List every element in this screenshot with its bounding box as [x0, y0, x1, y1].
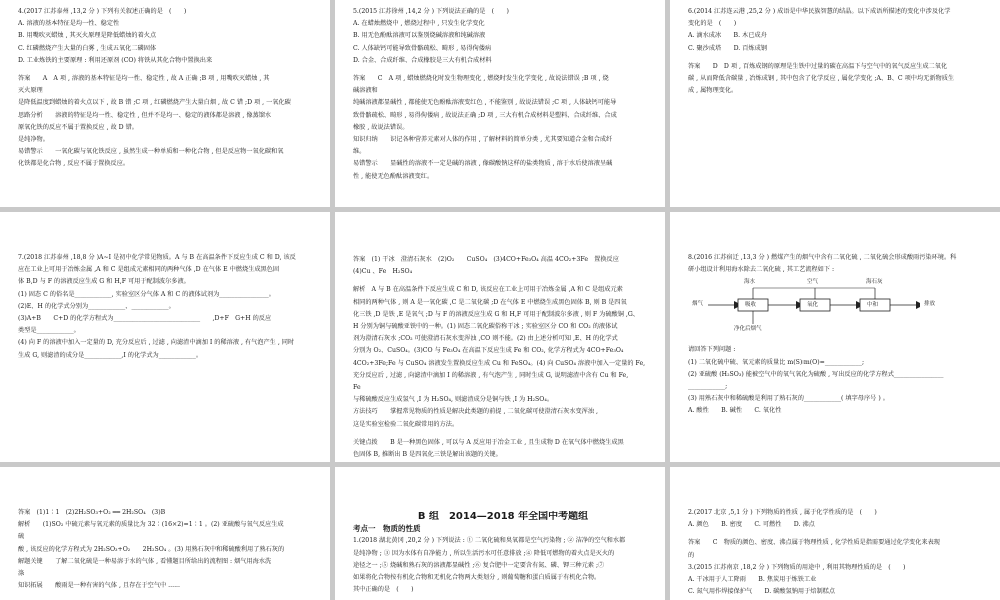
text-line: 途径之一 ;⑤ 烧碱和熟石灰的溶液都显碱性 ;⑥ 复合肥中一定要含有氮、磷、钾三种元素 ;⑦: [353, 561, 605, 569]
text-line: 酸 , 该反应的化学方程式为 2H₂SO₃+O₂ 2H₂SO₄ 。(3) 用熟石灰中和稀硫酸利用了熟石灰的: [18, 545, 285, 553]
text-line: 易错警示 显碱性的溶液不一定是碱的溶液 , 像碳酸钠这样的盐类物质 , 溶于水后使溶液呈碱: [353, 160, 613, 168]
text-line: 是纯净物 ; ③ 因为水体有自净能力 , 所以生活污水可任意排放 ;④ 降低可燃物的着火点是灭火的: [353, 549, 615, 557]
page-5-content: [353, 254, 653, 461]
label-air: 空气: [807, 279, 819, 286]
group-heading: B 组 2014—2018 年全国中考题组: [417, 511, 589, 522]
text-line: 涤: [18, 570, 25, 578]
page-8-content: [353, 511, 653, 596]
question-8-subquestions: [688, 344, 988, 417]
text-line: 方法技巧 掌握常见物质的性质是解决此类题的前提 , 二氧化碳可使澄清石灰水变浑浊 ,: [353, 408, 598, 416]
text-line: A. 溶液的基本特征是均一性、稳定性: [18, 20, 120, 28]
text-line: 解析 A 与 B 在高温条件下反应生成 C 和 D, 该反应在工业上可用于冶炼金属 ,A 和 C 是组成元素: [353, 286, 623, 294]
label-discharge: 排放: [924, 301, 936, 308]
text-line: 体 B,D 与 F 的溶液反应生成 G 和 H,F 可用于配制波尔多液。: [18, 278, 190, 286]
text-line: (3)A+B C+D 的化学方程式为____________________________ ,D+F G+H 的反应: [18, 315, 272, 323]
text-line: 维。: [353, 148, 366, 156]
text-line: (4) 向 F 的溶液中加入一定量的 D, 充分反应后 , 过滤 , 向滤渣中滴加 I 的稀溶液 , 有气泡产生 , 同时: [18, 339, 295, 347]
page-8-question: [353, 535, 653, 596]
text-line: D. 合金、合成纤维、合成橡胶是三大有机合成材料: [353, 56, 492, 64]
text-line: 答案 (1)1∶1 (2)2H₂SO₃+O₂ ══ 2H₂SO₄ (3)B: [18, 509, 166, 516]
text-line: 与稀硫酸反应生成氢气 ,I 为 H₂SO₄, 则滤渣成分是铜与铁 ,I 为 H₂SO₄。: [353, 396, 554, 404]
box-oxidize: 氧化: [807, 302, 819, 309]
text-line: 剂为澄清石灰水 ;CO₂ 可使澄清石灰水变浑浊 ,CO 则不能。(2) 由上述分析可知 ,E、H 的化学式: [353, 335, 618, 343]
text-line: 成 , 属物理变化。: [688, 87, 738, 95]
text-line: (2)E、H 的化学式分别为____________、____________。: [18, 302, 175, 310]
text-line: C. 人体缺钙可能导致骨骼疏松、畸形 , 易得佝偻病: [353, 44, 492, 52]
page-thumbnail-2[interactable]: [335, 0, 665, 207]
box-absorb: 吸收: [745, 302, 757, 309]
text-line: 请回答下列问题 :: [688, 346, 736, 354]
text-line: 色固体 B, 推断出 B 是四氧化三铁是解出该题的关键。: [353, 451, 502, 459]
text-line: C. 聚沙成塔 D. 百炼成钢: [688, 44, 767, 52]
text-line: C. 红磷燃烧产生大量的白雾 , 生成五氧化二磷固体: [18, 44, 157, 52]
text-line: A. 颜色 B. 密度 C. 可燃性 D. 沸点: [688, 521, 815, 529]
text-line: 答案 C 物质的颜色、密度、沸点属于物理性质 , 化学性质是指需要通过化学变化来表现: [688, 539, 940, 547]
text-line: 如果将化合物按有机化合物和无机化合物两大类划分 , 则葡萄糖和蛋白质属于有机化合物。: [353, 574, 601, 582]
label-lime: 海石灰: [866, 279, 883, 286]
page-thumbnail-6[interactable]: [670, 212, 1000, 462]
text-line: 应在工业上可用于冶炼金属 ,A 和 C 是组成元素相同的两种气体 ,D 在气体 E 中燃烧生成黑色固: [18, 266, 280, 274]
text-line: 分别为 O₂、CuSO₄。(3)CO 与 Fe₃O₄ 在高温下反应生成 Fe 和 CO₂, 化学方程式为 4CO+Fe₃O₄: [353, 347, 624, 355]
text-line: 灭火原理: [18, 87, 43, 95]
page-thumbnail-5[interactable]: [335, 212, 665, 462]
page-thumbnail-4[interactable]: [0, 212, 330, 462]
page-9-content: [688, 507, 988, 598]
text-line: D. 工业炼铁的主要原理 : 利用还原剂 (CO) 将铁从其化合物中置换出来: [18, 56, 213, 64]
question-8-stem: [688, 252, 988, 276]
text-line: 研小组设计利用海水除去二氧化硫 , 其工艺流程如下 :: [688, 266, 835, 274]
text-line: 橡胶 , 故说法错误。: [353, 123, 409, 131]
page-3-content: [688, 6, 988, 97]
text-line: 答案 D D 项 , 百炼成钢的原理是生铁中过量的碳在高温下与空气中的氧气反应生成二氧化: [688, 62, 948, 70]
text-line: 知识归纳 识记各种营养元素对人体的作用 , 了解材料的简单分类 , 尤其要知道合金和合成纤: [353, 136, 613, 144]
text-line: 是降低温度到蜡烛的着火点以下 , 故 B 错 ;C 项 , 红磷燃烧产生大量白烟 , 故 C 错 ;D 项 , 一氧化碳: [18, 99, 291, 107]
text-line: 1.(2018 湖北黄冈 ,20,2 分 ) 下列说法 : ① 二氧化硫和臭氧都是空气污染物 ; ② 洁净的空气和水都: [353, 537, 626, 545]
text-line: 解题关键 了解二氧化硫是一种易溶于水的气体 , 看懂题目所给出的流程图 : 烟气用海水洗: [18, 557, 272, 565]
label-clean-gas: 净化后烟气: [734, 326, 762, 333]
text-line: 思路分析 溶液的特征是均一性、稳定性 , 但并不是均一、稳定的液体都是溶液 , 像蒸馏水: [18, 111, 272, 119]
text-line: 性 , 能使无色酚酞溶液变红。: [353, 172, 434, 180]
text-line: 致骨骼疏松、畸形 , 易得佝偻病 , 故说法正确 ;D 项 , 三大有机合成材料是塑料、合成纤维、合成: [353, 111, 617, 119]
text-line: H 分别为铜与硫酸亚铁中的一种。(1) 固态二氧化碳俗称干冰 ; 实验室区分 CO 和 CO₂ 的液体试: [353, 323, 618, 331]
label-seawater: 海水: [744, 279, 756, 286]
box-neutralize: 中和: [867, 302, 879, 309]
page-thumbnail-3[interactable]: [670, 0, 1000, 207]
text-line: ____________;: [688, 383, 728, 391]
text-line: (4)Cu 、Fe H₂SO₄: [353, 268, 413, 276]
text-line: 2.(2017 北京 ,5,1 分 ) 下列物质的性质 , 属于化学性质的是 ( ): [688, 509, 877, 516]
page-thumbnail-7[interactable]: [0, 467, 330, 600]
text-line: 化铁都是化合物 , 反应不属于置换反应。: [18, 160, 130, 168]
process-flow-diagram: [688, 278, 988, 340]
page-6-content: [688, 252, 988, 418]
text-line: A. 在蜡烛燃烧中 , 燃烧过程中 , 只发生化学变化: [353, 20, 485, 28]
text-line: 答案 C A 项 , 蜡烛燃烧化时发生物理变化 , 燃烧时发生化学变化 , 故说法错误 ;B 项 , 烧: [353, 75, 609, 83]
text-line: 7.(2018 江苏泰州 ,18,8 分 )A~I 是初中化学常见物质。A 与 B 在高温条件下反应生成 C 和 D, 该反: [18, 254, 296, 261]
page-thumbnail-8[interactable]: [335, 467, 665, 600]
text-line: B. 用嘴吹灭蜡烛 , 其灭火原理是降低蜡烛的着火点: [18, 32, 157, 40]
page-1-content: [18, 6, 318, 171]
text-line: 的: [688, 551, 695, 559]
text-line: 5.(2015 江苏徐州 ,14,2 分 ) 下列说法正确的是 ( ): [353, 8, 509, 15]
text-line: 硫: [18, 533, 25, 541]
text-line: B. 用无色酚酞溶液可以鉴别烧碱溶液和纯碱溶液: [353, 32, 486, 40]
text-line: (1) 固态 C 的俗名是____________, 实验室区分气体 A 和 C 的液体试剂为________________。: [18, 290, 275, 298]
text-line: 答案 (1) 干冰 澄清石灰水 (2)O₂ CuSO₄ (3)4CO+Fe₃O₄ 高温 4CO₂+3Fe 置换反应: [353, 256, 619, 263]
text-line: 这是实验室检验二氧化碳常用的方法。: [353, 420, 459, 428]
text-line: C. 氮气用作焊接保护气 D. 碳酸氢钠用于焙制糕点: [688, 588, 836, 596]
text-line: 充分反应后 , 过滤 , 向滤渣中滴加 I 的稀溶液 , 有气泡产生 , 同时生成 G, 说明滤渣中含有 Cu 和 Fe,: [353, 371, 629, 379]
text-line: 易错警示 一氧化碳与氧化铁反应 , 虽然生成一种单质和一种化合物 , 但是反应物一氧化碳和氧: [18, 148, 284, 156]
text-line: 纯碱溶液都显碱性 , 都能使无色酚酞溶液变红色 , 不能鉴别 , 故说法错误 ;C 项 , 人体缺钙可能导: [353, 99, 617, 107]
text-line: 生成 G, 则滤渣的成分是____________,I 的化学式为____________。: [18, 351, 203, 359]
text-line: 8.(2016 江苏宿迁 ,13,3 分 ) 燃煤产生的烟气中含有二氧化硫 , 二氧化硫会形成酸雨污染环境。科: [688, 254, 957, 261]
text-line: A. 酸性 B. 碱性 C. 氧化性: [688, 407, 782, 415]
text-line: 关键点拨 B 是一种黑色固体 , 可以与 A 反应用于冶金工业 , 且生成物 D 在氧气体中燃烧生成黑: [353, 438, 624, 446]
text-line: 相同的两种气体 , 则 A 是一氧化碳 ,C 是二氧化碳 ;D 在气体 E 中燃烧生成黑色固体 B, 则 B 是四氧: [353, 298, 627, 306]
text-line: 变化的是 ( ): [688, 20, 737, 28]
page-4-content: [18, 252, 318, 362]
text-line: 化三铁 ,D 是铁 ,E 是氧气 ;D 与 F 的溶液反应生成 G 和 H,F 可用于配制波尔多液 , 则 F 为硫酸铜 ,G、: [353, 310, 639, 318]
text-line: 是纯净物。: [18, 136, 49, 144]
text-line: (3) 用熟石灰中和稀硫酸是利用了熟石灰的____________( 填字母序号 ) 。: [688, 395, 889, 403]
text-line: 解析 (1)SO₂ 中硫元素与氧元素的质量比为 32∶(16×2)=1∶1 。(2) 亚硫酸与氧气反应生成: [18, 521, 284, 529]
text-line: (2) 亚硫酸 (H₂SO₃) 能被空气中的氧气氧化为硫酸 , 写出反应的化学方程式________________: [688, 370, 944, 378]
text-line: 答案 A A 项 , 溶液的基本特征是均一性、稳定性 , 故 A 正确 ;B 项 , 用嘴吹灭蜡烛 , 其: [18, 75, 270, 83]
section-heading: 考点一 物质的性质: [353, 524, 421, 534]
text-line: 3.(2015 江苏南京 ,18,2 分 ) 下列物质的用途中 , 利用其物理性质的是 ( ): [688, 563, 906, 571]
text-line: 原氧化铁的反应不属于置换反应 , 故 D 错。: [18, 123, 138, 131]
label-flue-gas: 烟气: [692, 301, 704, 308]
text-line: 6.(2014 江苏连云港 ,25,2 分 ) 成语是中华民族智慧的结晶。以下成语所描述的变化中涉及化学: [688, 8, 951, 15]
page-7-content: [18, 507, 318, 592]
page-2-content: [353, 6, 653, 183]
text-line: 碳 , 从而降低含碳量 , 冶炼成钢 , 其中包含了化学反应 , 属化学变化 ;A、B、C 项中均无新物质生: [688, 75, 955, 83]
text-line: 知识拓展 酸雨是一种有害的气体 , 且存在于空气中 ......: [18, 582, 180, 590]
text-line: A. 滴水成冰 B. 木已成舟: [688, 32, 767, 40]
page-thumbnail-9[interactable]: [670, 467, 1000, 600]
text-line: 类型是____________。: [18, 327, 80, 335]
text-line: A. 干冰用于人工降雨 B. 焦炭用于炼铁工业: [688, 576, 817, 584]
text-line: Fe: [353, 384, 361, 392]
text-line: 4.(2017 江苏泰州 ,13,2 分 ) 下列有关叙述正确的是 ( ): [18, 8, 187, 15]
text-line: 4CO₂+3Fe;Fe 与 CuSO₄ 溶液发生置换反应生成 Cu 和 FeSO₄。(4) 向 CuSO₄ 溶液中加入一定量的 Fe,: [353, 359, 646, 367]
flow-chart-lines: [688, 278, 988, 340]
text-line: 其中正确的是 ( ): [353, 586, 414, 594]
page-thumbnail-1[interactable]: [0, 0, 330, 207]
text-line: (1) 二氧化硫中硫、氧元素的质量比 m(S)∶m(O)=____________;: [688, 358, 865, 366]
text-line: 碱溶液和: [353, 87, 378, 95]
